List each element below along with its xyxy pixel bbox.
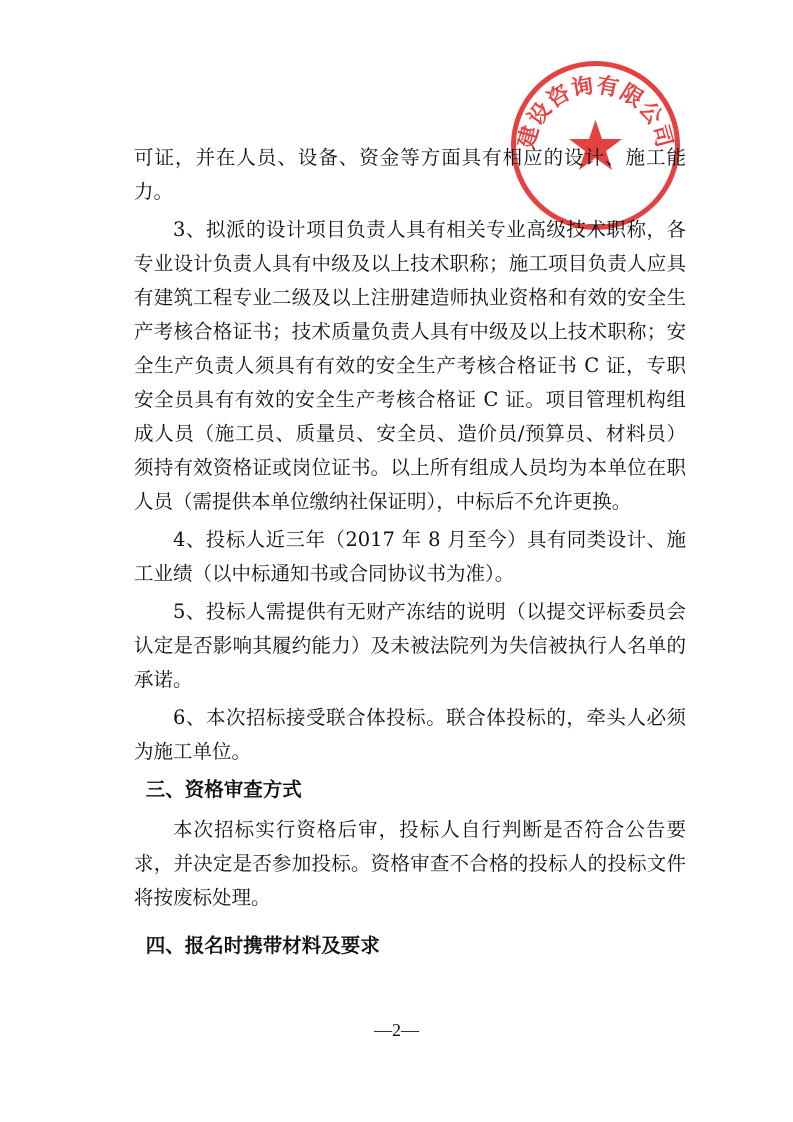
paragraph-item-3: 3、拟派的设计项目负责人具有相关专业高级技术职称，各专业设计负责人具有中级及以上技术职称；施工项目负责人应具有建筑工程专业二级及以上注册建造师执业资格和有效的安全生产考核合格证书；技术质量负责人具有中级及以上技术职称；安全生产负责人须具有有效的安全生产考核合格证书 C 证，专职安全员具有有效的安全生产考核合格证 C 证。项目管理机构组成人员（施工员、质量员、安全员、造价员/预算员、材料员）须持有效资格证或岗位证书。以上所有组成人员均为本单位在职人员（需提供本单位缴纳社保证明），中标后不允许更换。 — [134, 218, 686, 513]
section-heading-4: 四、报名时携带材料及要求 — [145, 934, 380, 957]
section-heading-3: 三、资格审查方式 — [145, 778, 302, 801]
page-number: —2— — [374, 1020, 419, 1040]
section-3-body: 本次招标实行资格后审，投标人自行判断是否符合公告要求，并决定是否参加投标。资格审查不合格的投标人的投标文件将按废标处理。 — [134, 818, 686, 909]
paragraph-item-6: 6、本次招标接受联合体投标。联合体投标的，牵头人必须为施工单位。 — [134, 706, 686, 763]
svg-text:建设咨询有限公司: 建设咨询有限公司 — [514, 73, 677, 152]
paragraph-item-5: 5、投标人需提供有无财产冻结的说明（以提交评标委员会认定是否影响其履约能力）及未被法院列为失信被执行人名单的承诺。 — [134, 600, 686, 691]
paragraph-item-4: 4、投标人近三年（2017 年 8 月至今）具有同类设计、施工业绩（以中标通知书或合同协议书为准）。 — [134, 528, 686, 585]
document-body — [134, 141, 686, 969]
paragraph-qualification-cont: 可证，并在人员、设备、资金等方面具有相应的设计、施工能力。 — [134, 146, 686, 203]
